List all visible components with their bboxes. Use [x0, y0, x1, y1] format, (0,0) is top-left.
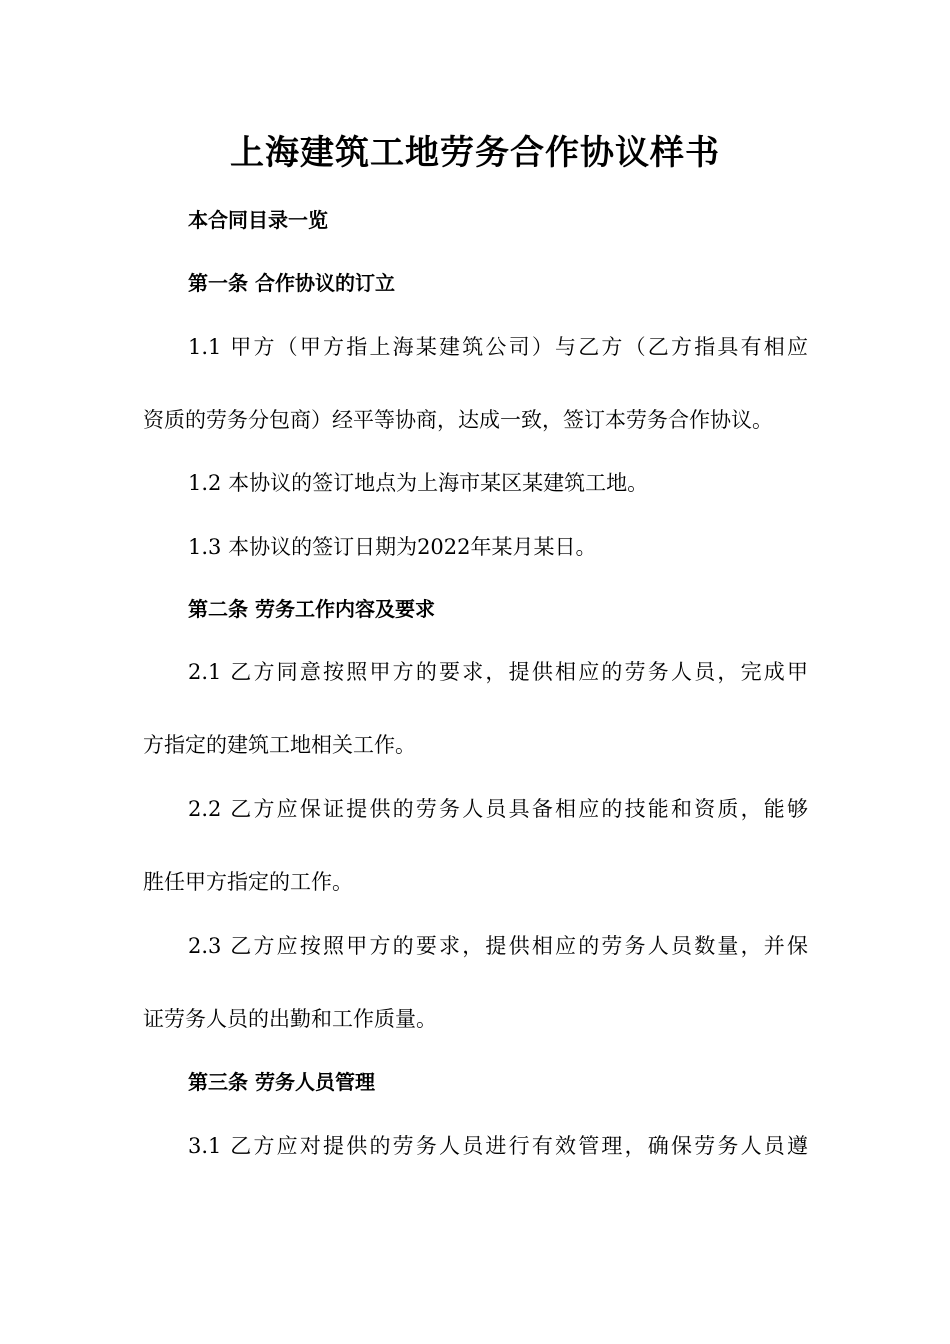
clause-2-3-line-2: 证劳务人员的出勤和工作质量。 — [143, 1007, 437, 1031]
clause-3-1-line-1: 3.1 乙方应对提供的劳务人员进行有效管理，确保劳务人员遵 — [188, 1134, 808, 1158]
clause-1-1-line-2: 资质的劳务分包商）经平等协商，达成一致，签订本劳务合作协议。 — [143, 408, 773, 432]
clause-2-1-line-1: 2.1 乙方同意按照甲方的要求，提供相应的劳务人员，完成甲 — [188, 660, 808, 684]
clause-1-2: 1.2 本协议的签订地点为上海市某区某建筑工地。 — [188, 471, 649, 495]
toc-heading: 本合同目录一览 — [188, 208, 328, 232]
clause-2-1-line-2: 方指定的建筑工地相关工作。 — [143, 733, 416, 757]
clause-2-3-line-1: 2.3 乙方应按照甲方的要求，提供相应的劳务人员数量，并保 — [188, 934, 808, 958]
document-title: 上海建筑工地劳务合作协议样书 — [230, 133, 720, 173]
article-2-heading: 第二条 劳务工作内容及要求 — [188, 597, 435, 621]
clause-2-2-line-1: 2.2 乙方应保证提供的劳务人员具备相应的技能和资质，能够 — [188, 797, 808, 821]
clause-2-2-line-2: 胜任甲方指定的工作。 — [143, 870, 353, 894]
article-1-heading: 第一条 合作协议的订立 — [188, 271, 395, 295]
clause-1-1-line-1: 1.1 甲方（甲方指上海某建筑公司）与乙方（乙方指具有相应 — [188, 335, 808, 359]
clause-1-3: 1.3 本协议的签订日期为2022年某月某日。 — [188, 535, 597, 559]
article-3-heading: 第三条 劳务人员管理 — [188, 1070, 375, 1094]
